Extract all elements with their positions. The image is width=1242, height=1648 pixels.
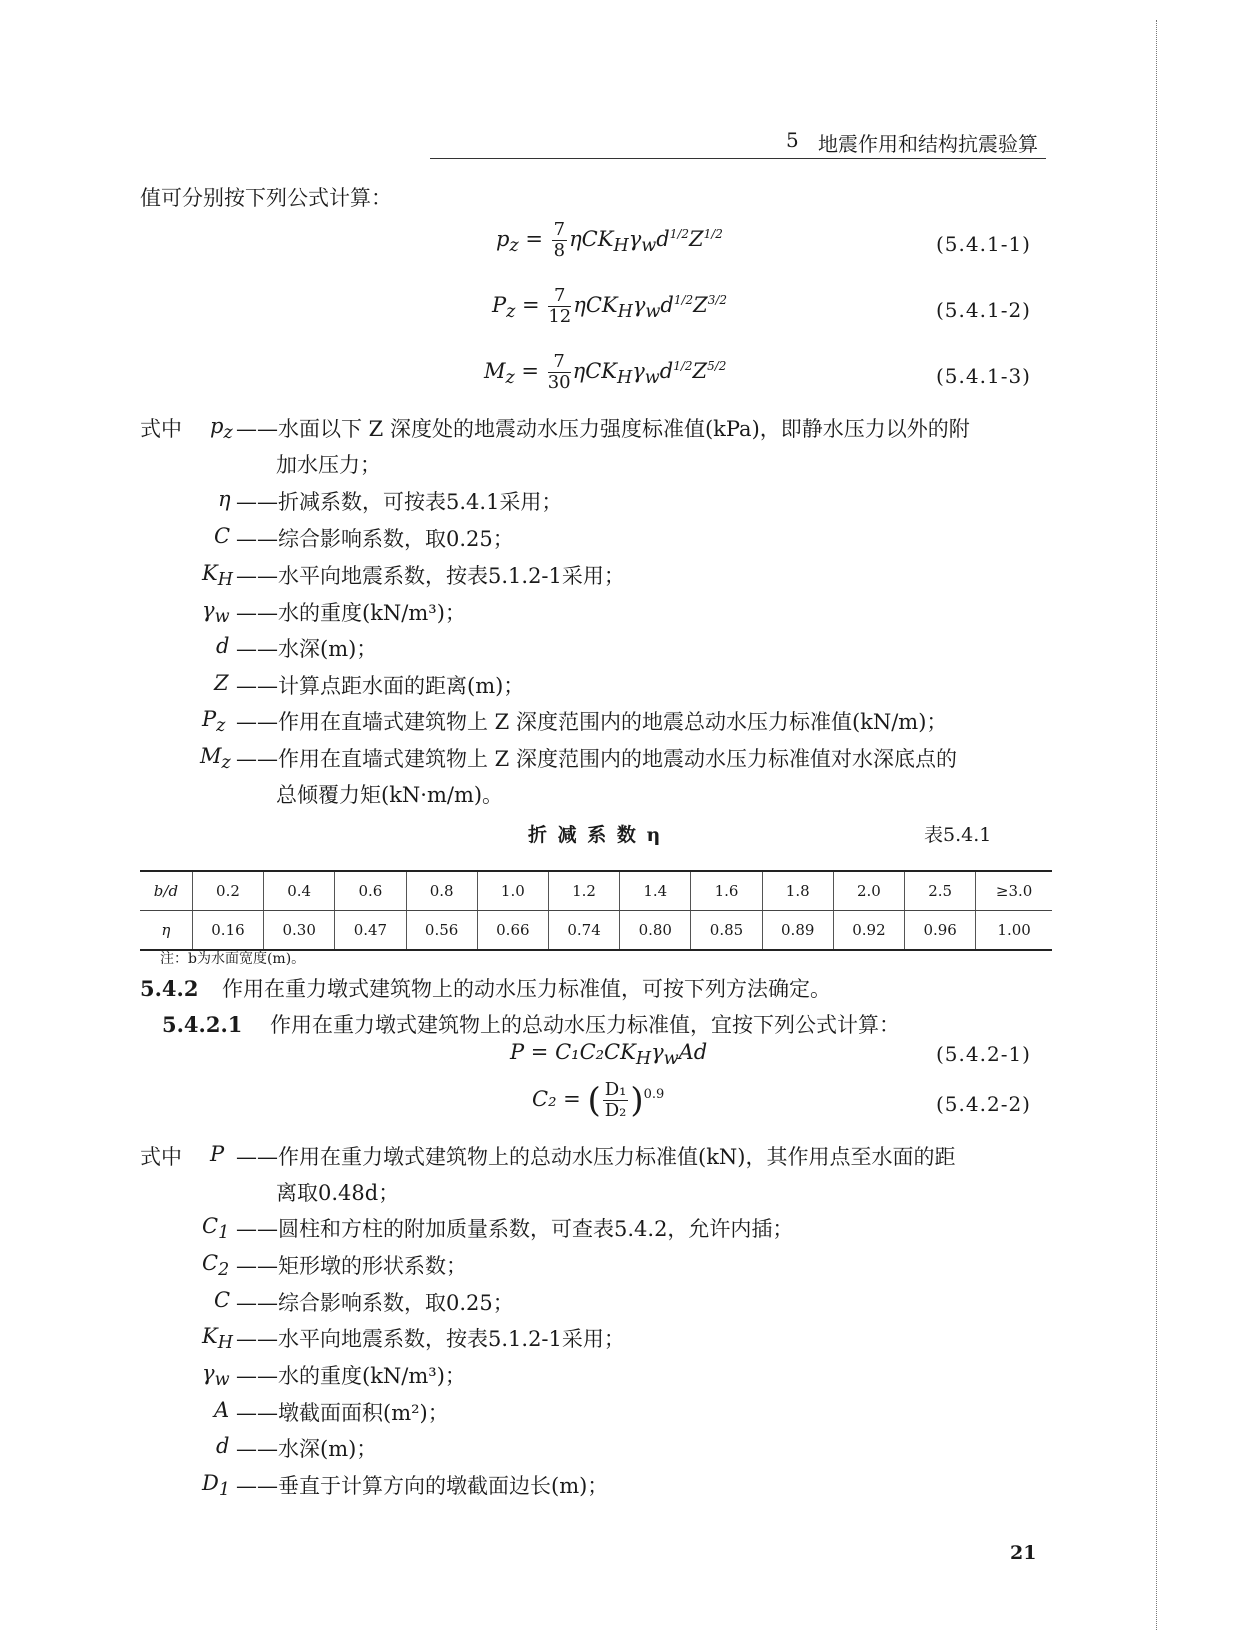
equation-5-4-2-1: $P = C_1C_2CK_H\gamma_wAd$	[510, 1040, 708, 1070]
equation-number: (5.4.2-2)	[936, 1092, 1031, 1116]
page-number: 21	[1010, 1542, 1037, 1564]
table-cell: 0.47	[335, 911, 406, 951]
table-cell: 2.0	[833, 871, 904, 911]
def-symbol-d: d	[216, 634, 230, 658]
equation-number: (5.4.2-1)	[936, 1042, 1031, 1066]
table-cell: 1.6	[691, 871, 762, 911]
def-text-a: ——墩截面面积(m²)；	[236, 1401, 449, 1425]
table-row	[140, 871, 1052, 911]
def-text-pz: ——水面以下 Z 深度处的地震动水压力强度标准值(kPa)，即静水压力以外的附	[236, 417, 970, 441]
table-cell: 0.16	[192, 911, 263, 951]
def-text-Mz: ——作用在直墙式建筑物上 Z 深度范围内的地震动水压力标准值对水深底点的	[236, 747, 957, 771]
equation-5-4-1-1: $p_z$ = $\frac{7}{8}$ $\eta CK_H\gamma_wd^{1/2}Z^{1/2}$	[496, 219, 723, 261]
table-header-cell: η	[140, 911, 192, 951]
table-cell: 0.74	[548, 911, 619, 951]
def-symbol-c: C	[214, 1288, 231, 1312]
def-text-eta: ——折减系数，可按表5.4.1采用；	[236, 490, 563, 514]
table-cell: ≥3.0	[976, 871, 1052, 911]
equation-number: (5.4.1-2)	[936, 298, 1031, 322]
def-symbol-Mz: $M_z$	[200, 744, 231, 774]
def-cont-P: 离取0.48d；	[276, 1181, 400, 1205]
def-text-gamma-w: ——水的重度(kN/m³)；	[236, 601, 466, 625]
table-cell: 1.00	[976, 911, 1052, 951]
def-symbol-z: Z	[214, 671, 229, 695]
def-text-z: ——计算点距水面的距离(m)；	[236, 674, 525, 698]
trim-line	[1156, 20, 1157, 1630]
table-cell: 1.4	[620, 871, 691, 911]
table-cell: 1.0	[477, 871, 548, 911]
clause-number: 5.4.2.1	[162, 1012, 243, 1037]
def-symbol-a: A	[214, 1398, 230, 1422]
table-cell: 0.8	[406, 871, 477, 911]
def-text-d1: ——垂直于计算方向的墩截面边长(m)；	[236, 1474, 609, 1498]
equation-number: (5.4.1-3)	[936, 364, 1031, 388]
def-symbol-d: d	[216, 1434, 230, 1458]
table-cell: 0.96	[905, 911, 976, 951]
def-symbol-eta: η	[218, 487, 231, 511]
def-text-gamma-w: ——水的重度(kN/m³)；	[236, 1364, 466, 1388]
def-text-kh: ——水平向地震系数，按表5.1.2-1采用；	[236, 1327, 625, 1351]
table-cell: 0.56	[406, 911, 477, 951]
def-text-P: ——作用在重力墩式建筑物上的总动水压力标准值(kN)，其作用点至水面的距	[236, 1145, 956, 1169]
def-symbol-gamma-w: $\gamma_w$	[202, 598, 230, 628]
def-cont-pz: 加水压力；	[276, 453, 381, 477]
table-row	[140, 911, 1052, 951]
clause-number: 5.4.2	[140, 976, 199, 1001]
def-text-c: ——综合影响系数，取0.25；	[236, 1291, 514, 1315]
table-cell: 0.66	[477, 911, 548, 951]
def-cont-Mz: 总倾覆力矩(kN·m/m)。	[276, 783, 504, 807]
table-cell: 1.8	[762, 871, 833, 911]
def-symbol-pz: $p_z$	[210, 414, 233, 444]
equation-5-4-2-2: C₂ = ( $\frac{\text{D₁}}{\text{D₂}}$ )$^{0.9}$	[532, 1079, 665, 1121]
def-symbol-d1: $D_1$	[202, 1471, 230, 1501]
chapter-number: 5	[786, 128, 799, 152]
table-number: 表5.4.1	[924, 824, 992, 846]
clause-text: 作用在重力墩式建筑物上的动水压力标准值，可按下列方法确定。	[222, 977, 831, 1001]
table-cell: 2.5	[905, 871, 976, 911]
def-symbol-c1: $C_1$	[202, 1214, 230, 1244]
def-symbol-gamma-w: $\gamma_w$	[202, 1361, 230, 1391]
reduction-coefficient-table	[140, 870, 1052, 951]
def-symbol-P: P	[210, 1142, 225, 1166]
table-cell: 0.4	[264, 871, 335, 911]
table-cell: 0.89	[762, 911, 833, 951]
intro-text: 值可分别按下列公式计算：	[140, 186, 392, 210]
clause-text: 作用在重力墩式建筑物上的总动水压力标准值，宜按下列公式计算：	[270, 1013, 900, 1037]
table-cell: 0.2	[192, 871, 263, 911]
def-text-c1: ——圆柱和方柱的附加质量系数，可查表5.4.2，允许内插；	[236, 1217, 794, 1241]
def-text-d: ——水深(m)；	[236, 637, 378, 661]
chapter-title: 地震作用和结构抗震验算	[818, 132, 1038, 156]
def-symbol-Pz: $P_z$	[202, 707, 226, 737]
def-text-c2: ——矩形墩的形状系数；	[236, 1254, 467, 1278]
table-cell: 0.85	[691, 911, 762, 951]
table-title: 折 减 系 数 η	[528, 824, 663, 846]
def-symbol-c: C	[214, 524, 231, 548]
def-text-Pz: ——作用在直墙式建筑物上 Z 深度范围内的地震总动水压力标准值(kN/m)；	[236, 710, 948, 734]
table-cell: 0.92	[833, 911, 904, 951]
where-label: 式中	[140, 1145, 182, 1169]
def-text-c: ——综合影响系数，取0.25；	[236, 527, 514, 551]
table-cell: 0.80	[620, 911, 691, 951]
equation-5-4-1-2: $P_z$ = $\frac{7}{12}$ $\eta CK_H\gamma_wd^{1/2}Z^{3/2}$	[492, 285, 728, 327]
table-note: 注：b为水面宽度(m)。	[160, 951, 306, 967]
table-cell: 0.30	[264, 911, 335, 951]
where-label: 式中	[140, 417, 182, 441]
table-header-cell: b/d	[140, 871, 192, 911]
table-cell: 1.2	[548, 871, 619, 911]
equation-5-4-1-3: $M_z$ = $\frac{7}{30}$ $\eta CK_H\gamma_wd^{1/2}Z^{5/2}$	[484, 351, 727, 393]
def-symbol-kh: $K_H$	[202, 561, 233, 591]
def-symbol-c2: $C_2$	[202, 1251, 230, 1281]
equation-number: (5.4.1-1)	[936, 232, 1031, 256]
def-symbol-kh: $K_H$	[202, 1324, 233, 1354]
table-cell: 0.6	[335, 871, 406, 911]
def-text-d: ——水深(m)；	[236, 1437, 378, 1461]
header-rule	[430, 158, 1046, 159]
def-text-kh: ——水平向地震系数，按表5.1.2-1采用；	[236, 564, 625, 588]
